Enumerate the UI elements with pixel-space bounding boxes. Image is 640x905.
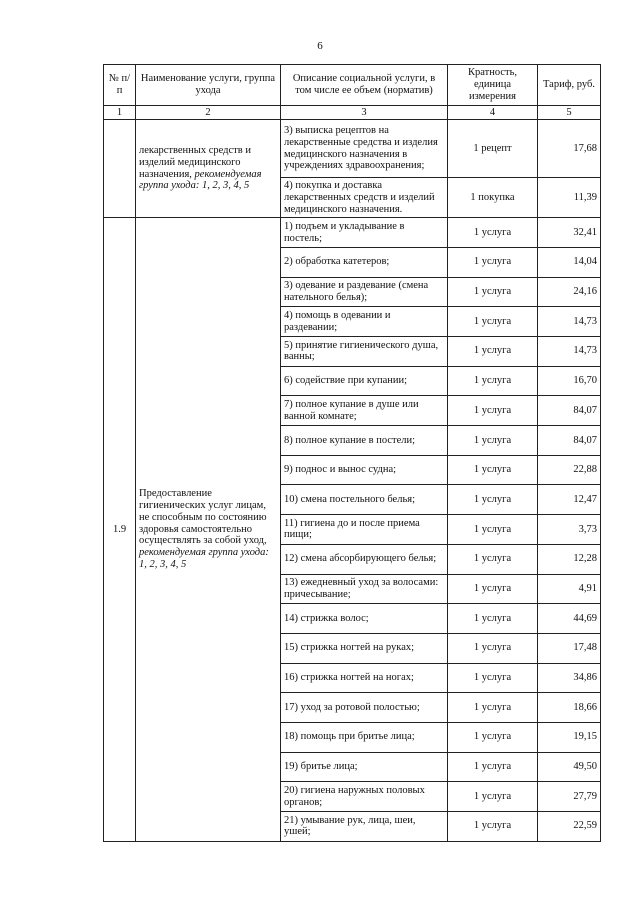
service-description: 6) содействие при купании; [281, 366, 448, 396]
unit-of-measure: 1 покупка [448, 178, 538, 218]
service-description: 14) стрижка волос; [281, 604, 448, 634]
service-description: 19) бритье лица; [281, 752, 448, 782]
service-description: 15) стрижка ногтей на руках; [281, 633, 448, 663]
tariff-value: 14,73 [538, 337, 601, 367]
tariff-value: 3,73 [538, 515, 601, 545]
tariff-value: 32,41 [538, 218, 601, 248]
tariff-value: 19,15 [538, 722, 601, 752]
unit-of-measure: 1 услуга [448, 218, 538, 248]
care-group-note: рекомендуемая группа ухода: 1, 2, 3, 4, 5 [139, 168, 262, 192]
header-num: № п/п [104, 65, 136, 106]
header-qty: Кратность, единица измерения [448, 65, 538, 106]
unit-of-measure: 1 услуга [448, 426, 538, 456]
service-name [136, 120, 281, 218]
column-number: 4 [448, 106, 538, 120]
column-number: 1 [104, 106, 136, 120]
unit-of-measure: 1 услуга [448, 752, 538, 782]
unit-of-measure: 1 услуга [448, 366, 538, 396]
unit-of-measure: 1 услуга [448, 693, 538, 723]
table-row [104, 218, 601, 248]
table-row [104, 120, 601, 178]
unit-of-measure: 1 услуга [448, 574, 538, 604]
tariff-value: 18,66 [538, 693, 601, 723]
tariff-value: 12,47 [538, 485, 601, 515]
service-description: 20) гигиена наружных половых органов; [281, 782, 448, 812]
service-description: 4) помощь в одевании и раздевании; [281, 307, 448, 337]
tariff-value: 34,86 [538, 663, 601, 693]
unit-of-measure: 1 рецепт [448, 120, 538, 178]
service-name-text: Предоставление гигиенических услуг лицам, не способным по состоянию здоровья самостоятельно осуществлять за собой уход, [139, 488, 267, 547]
service-description: 5) принятие гигиенического душа, ванны; [281, 337, 448, 367]
tariff-value: 14,04 [538, 247, 601, 277]
service-description: 11) гигиена до и после приема пищи; [281, 515, 448, 545]
tariff-value: 49,50 [538, 752, 601, 782]
unit-of-measure: 1 услуга [448, 515, 538, 545]
service-description: 3) одевание и раздевание (смена нательного белья); [281, 277, 448, 307]
column-number-row [104, 106, 601, 120]
header-desc: Описание социальной услуги, в том числе ее объем (норматив) [281, 65, 448, 106]
service-description: 2) обработка катетеров; [281, 247, 448, 277]
service-description: 9) поднос и вынос судна; [281, 455, 448, 485]
unit-of-measure: 1 услуга [448, 396, 538, 426]
unit-of-measure: 1 услуга [448, 307, 538, 337]
tariff-value: 14,73 [538, 307, 601, 337]
service-description: 21) умывание рук, лица, шеи, ушей; [281, 812, 448, 842]
unit-of-measure: 1 услуга [448, 277, 538, 307]
tariff-value: 27,79 [538, 782, 601, 812]
table-body [104, 120, 601, 842]
unit-of-measure: 1 услуга [448, 337, 538, 367]
tariff-value: 44,69 [538, 604, 601, 634]
header-name: Наименование услуги, группа ухода [136, 65, 281, 106]
tariff-value: 84,07 [538, 426, 601, 456]
unit-of-measure: 1 услуга [448, 663, 538, 693]
header-tariff: Тариф, руб. [538, 65, 601, 106]
service-description: 13) ежедневный уход за волосами: причесывание; [281, 574, 448, 604]
service-description: 10) смена постельного белья; [281, 485, 448, 515]
unit-of-measure: 1 услуга [448, 247, 538, 277]
tariff-table [103, 64, 601, 842]
table-header-row [104, 65, 601, 106]
service-description: 1) подъем и укладывание в постель; [281, 218, 448, 248]
tariff-value: 22,88 [538, 455, 601, 485]
service-name [136, 218, 281, 841]
unit-of-measure: 1 услуга [448, 544, 538, 574]
service-description: 8) полное купание в постели; [281, 426, 448, 456]
service-description: 12) смена абсорбирующего белья; [281, 544, 448, 574]
tariff-value: 17,48 [538, 633, 601, 663]
service-description: 7) полное купание в душе или ванной комнате; [281, 396, 448, 426]
row-number [104, 120, 136, 218]
service-name-text: лекарственных средств и изделий медицинского назначения, [139, 145, 251, 180]
unit-of-measure: 1 услуга [448, 722, 538, 752]
unit-of-measure: 1 услуга [448, 812, 538, 842]
service-description: 17) уход за ротовой полостью; [281, 693, 448, 723]
tariff-value: 4,91 [538, 574, 601, 604]
tariff-value: 12,28 [538, 544, 601, 574]
tariff-value: 11,39 [538, 178, 601, 218]
column-number: 2 [136, 106, 281, 120]
care-group-note: рекомендуемая группа ухода: 1, 2, 3, 4, 5 [139, 547, 269, 570]
service-description: 16) стрижка ногтей на ногах; [281, 663, 448, 693]
unit-of-measure: 1 услуга [448, 633, 538, 663]
service-description: 18) помощь при бритье лица; [281, 722, 448, 752]
unit-of-measure: 1 услуга [448, 782, 538, 812]
tariff-value: 22,59 [538, 812, 601, 842]
column-number: 5 [538, 106, 601, 120]
unit-of-measure: 1 услуга [448, 485, 538, 515]
row-number: 1.9 [104, 218, 136, 841]
tariff-value: 84,07 [538, 396, 601, 426]
unit-of-measure: 1 услуга [448, 604, 538, 634]
tariff-value: 24,16 [538, 277, 601, 307]
page-number: 6 [317, 40, 323, 52]
column-number: 3 [281, 106, 448, 120]
service-description: 4) покупка и доставка лекарственных средств и изделий медицинского назначения. [281, 178, 448, 218]
service-description: 3) выписка рецептов на лекарственные средства и изделия медицинского назначения в учреждениях здравоохранения; [281, 120, 448, 178]
tariff-value: 17,68 [538, 120, 601, 178]
unit-of-measure: 1 услуга [448, 455, 538, 485]
tariff-value: 16,70 [538, 366, 601, 396]
